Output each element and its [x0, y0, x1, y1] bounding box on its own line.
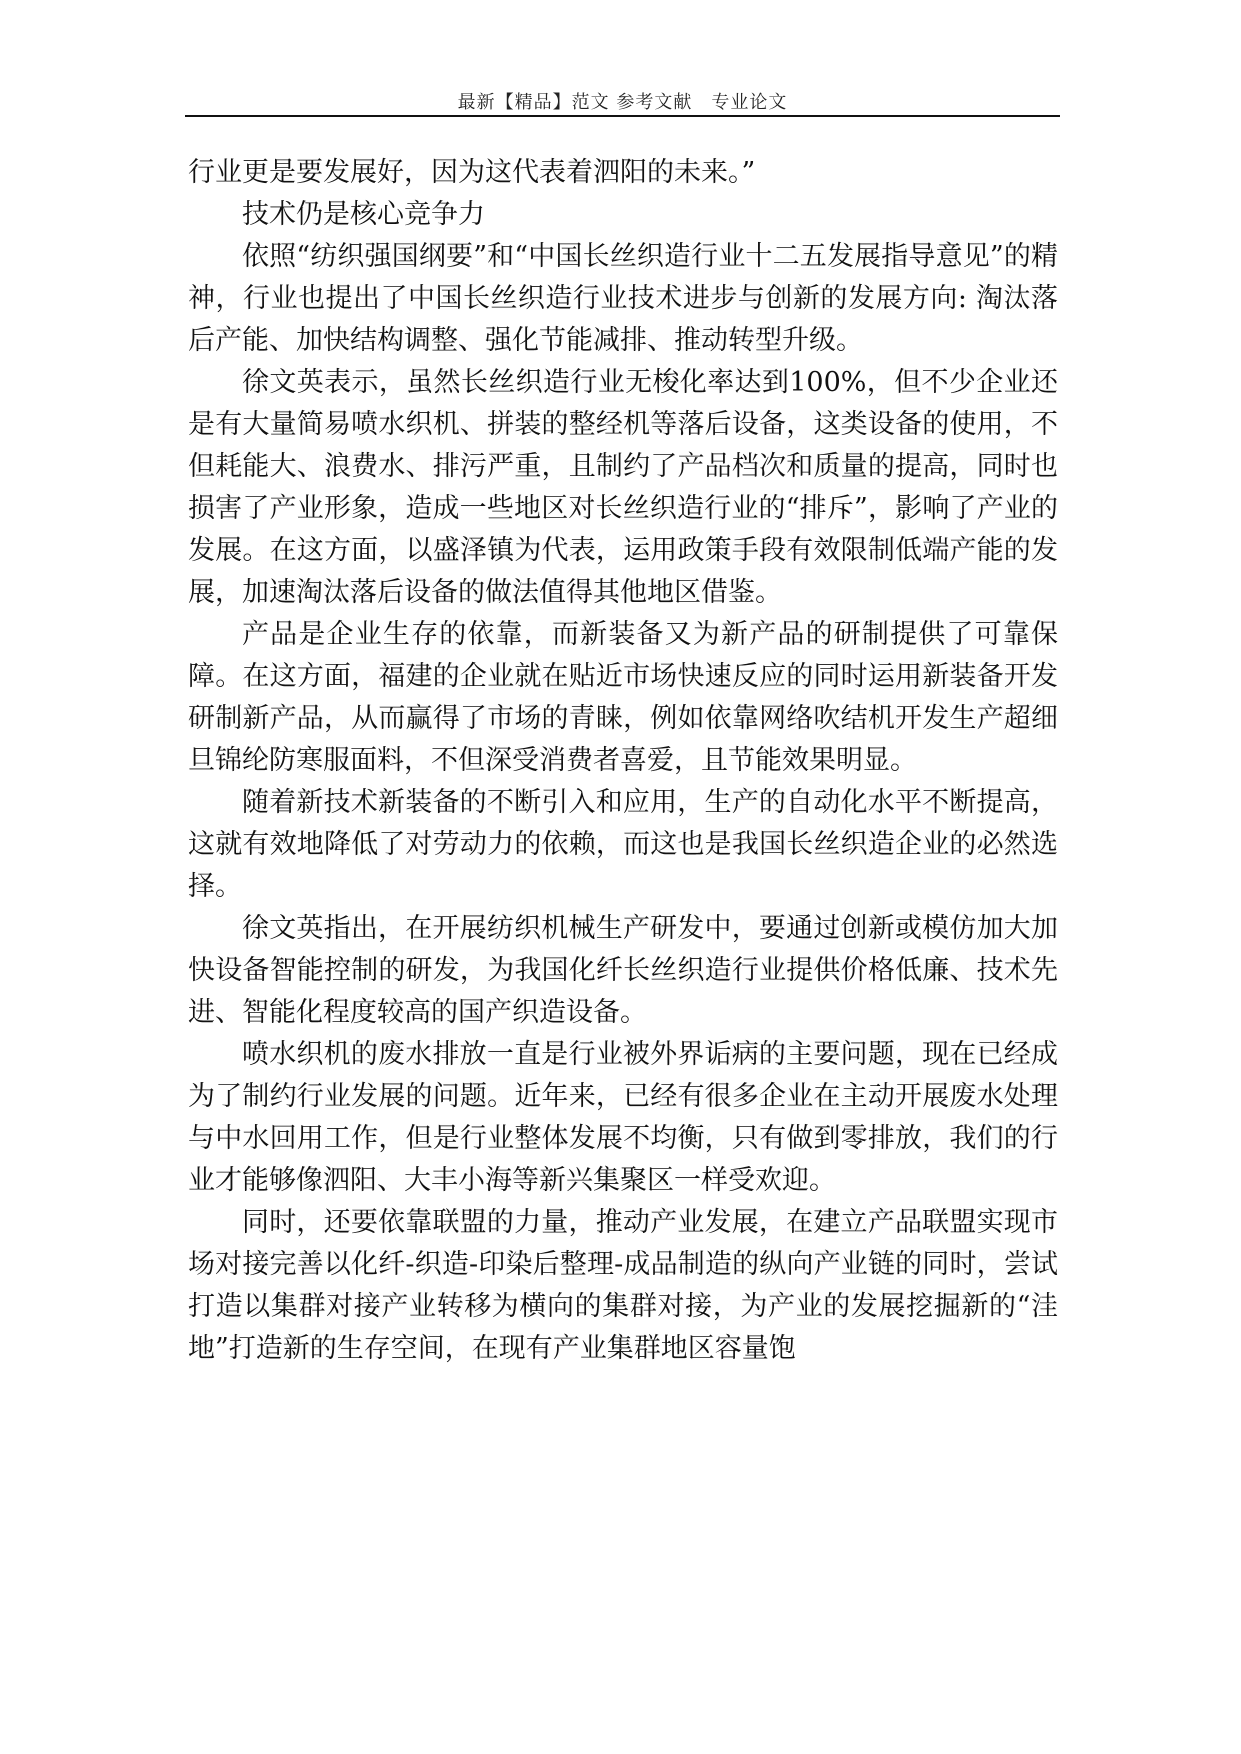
paragraph-continuation: 行业更是要发展好，因为这代表着泗阳的未来。”	[188, 157, 756, 188]
paragraph: 产品是企业生存的依靠，而新装备又为新产品的研制提供了可靠保障。在这方面，福建的企业就在贴近市场快速反应的同时运用新装备开发研制新产品，从而赢得了市场的青睐，例如依靠网络吹结机开发生产超细旦锦纶防寒服面料，不但深受消费者喜爱，且节能效果明显。	[188, 619, 1058, 776]
paragraph: 徐文英指出，在开展纺织机械生产研发中，要通过创新或模仿加大加快设备智能控制的研发，为我国化纤长丝织造行业提供价格低廉、技术先进、智能化程度较高的国产织造设备。	[188, 913, 1058, 1028]
paragraph: 随着新技术新装备的不断引入和应用，生产的自动化水平不断提高，这就有效地降低了对劳动力的依赖，而这也是我国长丝织造企业的必然选择。	[188, 787, 1058, 902]
paragraph: 徐文英表示，虽然长丝织造行业无梭化率达到100%，但不少企业还是有大量简易喷水织机、拼装的整经机等落后设备，这类设备的使用，不但耗能大、浪费水、排污严重，且制约了产品档次和质量的提高，同时也损害了产业形象，造成一些地区对长丝织造行业的“排斥”，影响了产业的发展。在这方面，以盛泽镇为代表，运用政策手段有效限制低端产能的发展，加速淘汰落后设备的做法值得其他地区借鉴。	[188, 367, 1058, 608]
paragraph: 同时，还要依靠联盟的力量，推动产业发展，在建立产品联盟实现市场对接完善以化纤-织造-印染后整理-成品制造的纵向产业链的同时，尝试打造以集群对接产业转移为横向的集群对接，为产业的发展挖掘新的“洼地”打造新的生存空间，在现有产业集群地区容量饱	[188, 1207, 1058, 1364]
paragraph: 喷水织机的废水排放一直是行业被外界诟病的主要问题，现在已经成为了制约行业发展的问题。近年来，已经有很多企业在主动开展废水处理与中水回用工作，但是行业整体发展不均衡，只有做到零排放，我们的行业才能够像泗阳、大丰小海等新兴集聚区一样受欢迎。	[188, 1039, 1058, 1196]
paragraph: 依照“纺织强国纲要”和“中国长丝织造行业十二五发展指导意见”的精神，行业也提出了中国长丝织造行业技术进步与创新的发展方向: 淘汰落后产能、加快结构调整、强化节能减排、推动转型升级。	[188, 241, 1058, 356]
document-body	[188, 152, 1058, 1370]
page-header: 最新【精品】范文 参考文献 专业论文	[457, 92, 788, 113]
header-divider	[185, 115, 1060, 117]
section-heading: 技术仍是核心竞争力	[242, 199, 485, 230]
